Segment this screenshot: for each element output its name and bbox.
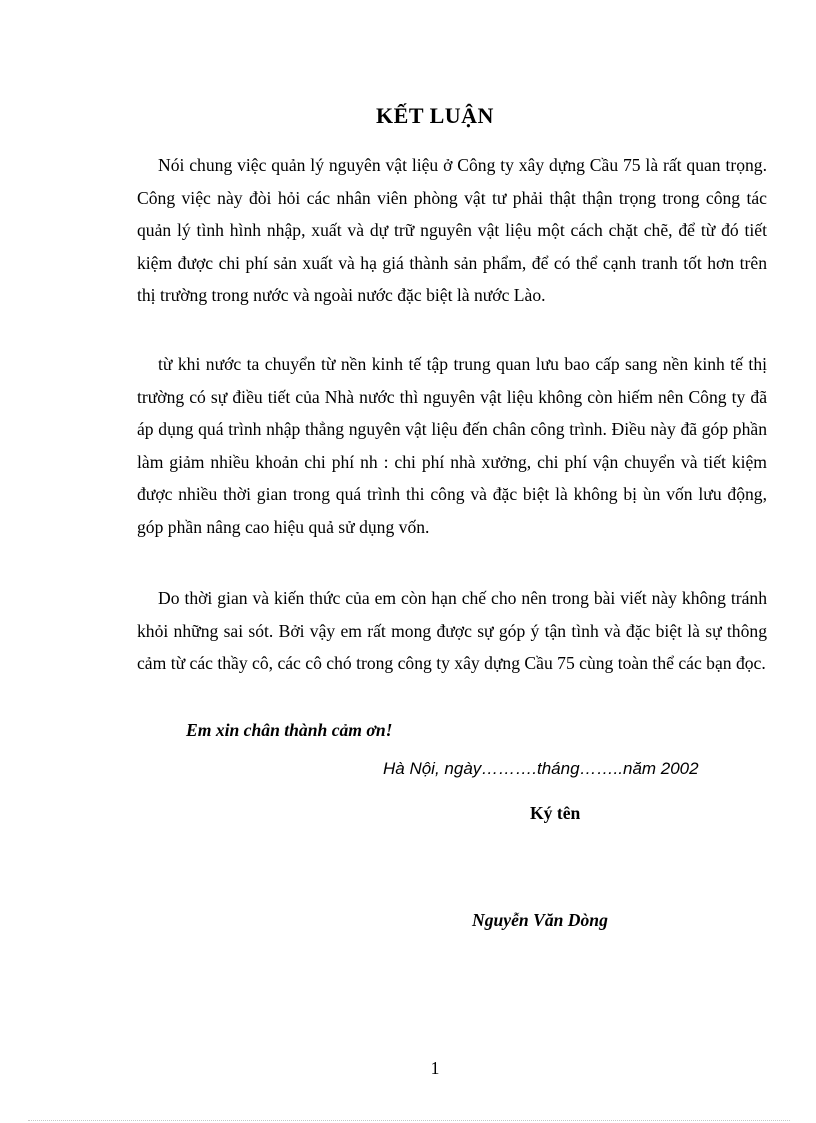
signature-label: Ký tên — [530, 803, 581, 823]
date-line: Hà Nội, ngày……….tháng……..năm 2002 — [383, 759, 699, 778]
page-title: KẾT LUẬN — [376, 103, 494, 128]
paragraph-1: Nói chung việc quản lý nguyên vật liệu ở Công ty xây dựng Cầu 75 là rất quan trọng. Công việc này đòi hỏi các nhân viên phòng vật tư phải thật thận trọng trong công tác quản lý tình hình nhập, xuất và dự trữ nguyên vật liệu một cách chặt chẽ, để từ đó tiết kiệm được chi phí sản xuất và hạ giá thành sản phẩm, để có thể cạnh tranh tốt hơn trên thị trường trong nước và ngoài nước đặc biệt là nước Lào. — [137, 155, 767, 306]
page-bottom-divider — [28, 1120, 790, 1121]
closing-thanks: Em xin chân thành cảm ơn! — [186, 720, 393, 740]
paragraph-2: từ khi nước ta chuyển từ nền kinh tế tập trung quan lưu bao cấp sang nền kinh tế thị trường có sự điều tiết của Nhà nước thì nguyên vật liệu không còn hiếm nên Công ty đã áp dụng quá trình nhập thẳng nguyên vật liệu đến chân công trình. Điều này đã góp phần làm giảm nhiều khoản chi phí nh : chi phí nhà xưởng, chi phí vận chuyển và tiết kiệm được nhiều thời gian trong quá trình thi công và đặc biệt là không bị ùn vốn lưu động, góp phần nâng cao hiệu quả sử dụng vốn. — [137, 354, 767, 537]
signer-name: Nguyễn Văn Dòng — [472, 910, 608, 930]
page-number: 1 — [430, 1058, 440, 1078]
paragraph-3: Do thời gian và kiến thức của em còn hạn chế cho nên trong bài viết này không tránh khỏi những sai sót. Bởi vậy em rất mong được sự góp ý tận tình và đặc biệt là sự thông cảm từ các thầy cô, các cô chó trong công ty xây dựng Cầu 75 cùng toàn thể các bạn đọc. — [137, 588, 767, 674]
